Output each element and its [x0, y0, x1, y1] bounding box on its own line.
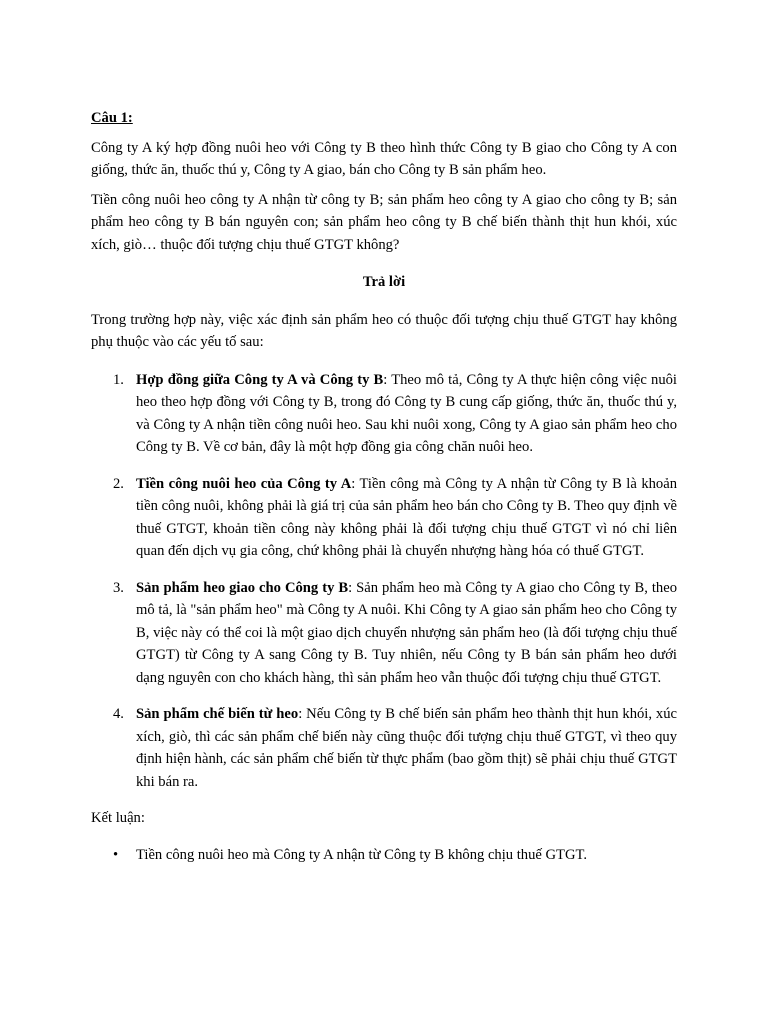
document-page [91, 107, 677, 866]
list-item-heading: Hợp đồng giữa Công ty A và Công ty B [136, 371, 384, 388]
question-title: Câu 1: [91, 110, 133, 126]
list-item-text: : Sản phẩm heo mà Công ty A giao cho Công ty B, theo mô tả, là "sản phẩm heo" mà Công ty A nuôi. Khi Công ty A giao sản phẩm heo cho Công ty B, việc này có thể coi là một giao dịch chuyển nhượng sản phẩm heo (là đối tượng chịu thuế GTGT) từ Công ty A sang Công ty B. Tuy nhiên, nếu Công ty B bán sản phẩm heo dưới dạng nguyên con cho khách hàng, thì sản phẩm heo vẫn thuộc đối tượng chịu thuế GTGT. [136, 579, 677, 686]
list-item-text: : Theo mô tả, Công ty A thực hiện công việc nuôi heo theo hợp đồng với Công ty B, trong đó Công ty B cung cấp giống, thức ăn, thuốc thú y, và Công ty A nhận tiền công nuôi heo. Sau khi nuôi xong, Công ty A giao sản phẩm heo cho Công ty B. Về cơ bản, đây là một hợp đồng gia công chăn nuôi heo. [136, 371, 677, 455]
question-paragraph: Công ty A ký hợp đồng nuôi heo với Công ty B theo hình thức Công ty B giao cho Công ty A con giống, thức ăn, thuốc thú y, Công ty A giao, bán cho Công ty B sản phẩm heo. [91, 139, 677, 178]
list-item-text: : Nếu Công ty B chế biến sản phẩm heo thành thịt hun khói, xúc xích, giò, thì các sản phẩm chế biến này cũng thuộc đối tượng chịu thuế GTGT, vì theo quy định hiện hành, các sản phẩm chế biến từ thực phẩm (bao gồm thịt) sẽ phải chịu thuế GTGT khi bán ra. [136, 706, 678, 790]
answer-points-list [91, 369, 677, 794]
list-item-text: : Tiền công mà Công ty A nhận từ Công ty B là khoản tiền công nuôi, không phải là giá trị của sản phẩm heo bán cho Công ty B. Theo quy định về thuế GTGT, khoản tiền công này không phải là đối tượng chịu thuế GTGT vì nó chỉ liên quan đến dịch vụ gia công, chứ không phải là chuyển nhượng hàng hóa có thuế GTGT. [136, 475, 677, 559]
list-item-heading: Sản phẩm heo giao cho Công ty B [136, 579, 349, 596]
question-paragraph: Tiền công nuôi heo công ty A nhận từ công ty B; sản phẩm heo công ty A giao cho công ty B; sản phẩm heo công ty B bán nguyên con; sản phẩm heo công ty B chế biến thành thịt hun khói, xúc xích, giò… thuộc đối tượng chịu thuế GTGT không? [91, 191, 677, 253]
bullet-icon: • [113, 846, 119, 863]
conclusion-text: Tiền công nuôi heo mà Công ty A nhận từ Công ty B không chịu thuế GTGT. [136, 846, 587, 863]
list-item [91, 844, 677, 867]
list-item-number: 4. [113, 706, 124, 722]
answer-title: Trả lời [362, 274, 406, 290]
list-item [91, 369, 677, 459]
list-item-number: 1. [113, 371, 124, 388]
list-item [91, 703, 677, 793]
answer-intro: Trong trường hợp này, việc xác định sản phẩm heo có thuộc đối tượng chịu thuế GTGT hay không phụ thuộc vào các yếu tố sau: [91, 311, 677, 350]
list-item [91, 577, 677, 690]
list-item-heading: Tiền công nuôi heo của Công ty A [136, 475, 352, 492]
list-item-heading: Sản phẩm chế biến từ heo [136, 706, 299, 722]
list-item-number: 2. [113, 475, 124, 492]
list-item [91, 473, 677, 563]
conclusion-label: Kết luận: [91, 810, 145, 826]
list-item-number: 3. [113, 579, 124, 596]
conclusion-list [91, 844, 677, 867]
